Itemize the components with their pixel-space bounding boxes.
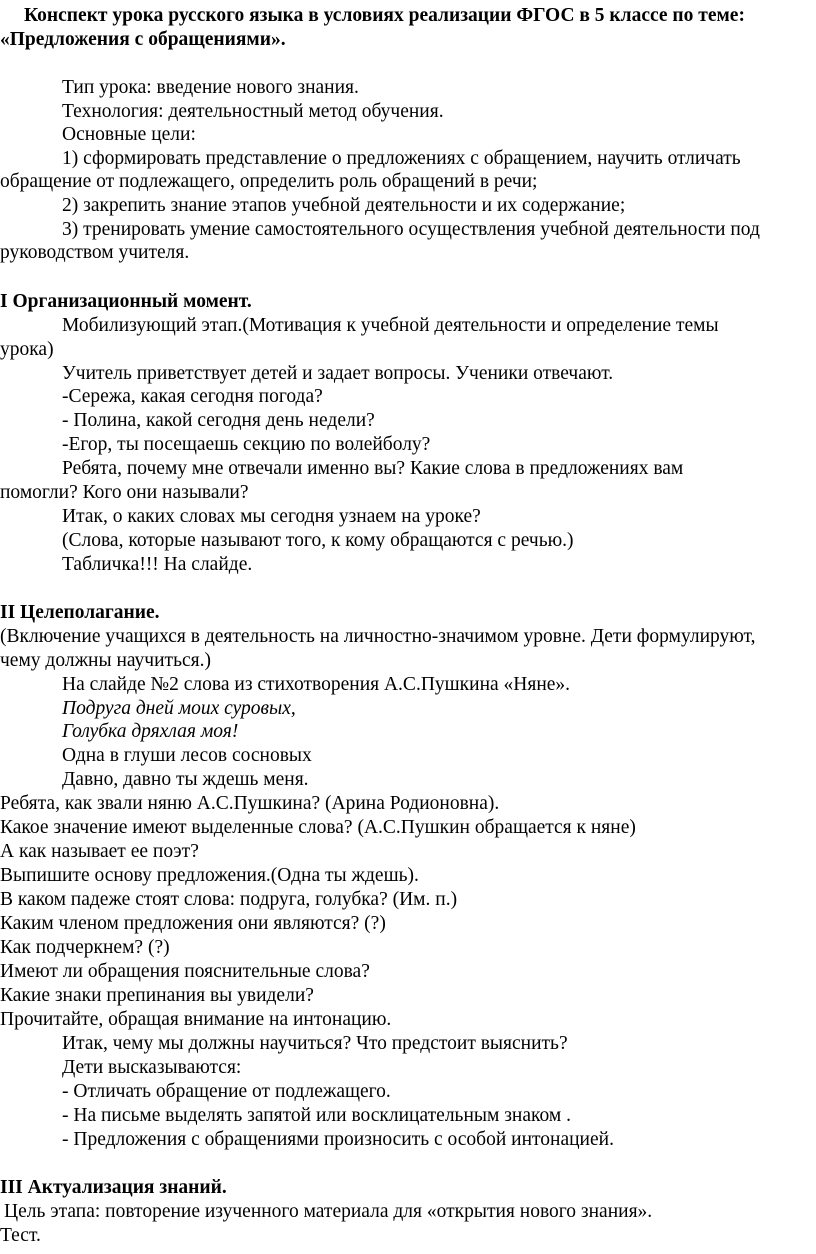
section-1-line: Ребята, почему мне отвечали именно вы? Какие слова в предложениях вам: [62, 458, 684, 479]
section-3-line: Цель этапа: повторение изученного материала для «открытия нового знания».: [4, 1201, 653, 1222]
summary-line: - Предложения с обращениями произносить с особой интонацией.: [62, 1129, 614, 1150]
section-2-heading: II Целеполагание.: [0, 602, 160, 623]
question-line: В каком падеже стоят слова: подруга, голубка? (Им. п.): [0, 889, 458, 910]
section-1-line: Учитель приветствует детей и задает вопросы. Ученики отвечают.: [62, 363, 614, 384]
summary-line: Итак, чему мы должны научиться? Что предстоит выяснить?: [62, 1033, 568, 1054]
section-1-line: (Слова, которые называют того, к кому обращаются с речью.): [62, 530, 574, 551]
section-1-line: -Егор, ты посещаешь секцию по волейболу?: [62, 434, 431, 455]
question-line: Имеют ли обращения пояснительные слова?: [0, 961, 370, 982]
section-1-line: - Полина, какой сегодня день недели?: [62, 410, 375, 431]
poem-line: Подруга дней моих суровых,: [62, 698, 296, 719]
goals-label: Основные цели:: [62, 124, 196, 145]
poem-line: Одна в глуши лесов сосновых: [62, 745, 312, 766]
question-line: А как называет ее поэт?: [0, 841, 199, 862]
section-3-heading: III Актуализация знаний.: [0, 1177, 227, 1198]
poem-line: Голубка дряхлая моя!: [62, 721, 239, 742]
section-2-line: (Включение учащихся в деятельность на личностно-значимом уровне. Дети формулируют,: [0, 626, 756, 647]
goal-3-line-2: руководством учителя.: [0, 242, 190, 263]
question-line: Выпишите основу предложения.(Одна ты ждешь).: [0, 865, 419, 886]
section-1-line: Итак, о каких словах мы сегодня узнаем на уроке?: [62, 506, 481, 527]
question-line: Какие знаки препинания вы увидели?: [0, 985, 314, 1006]
question-line: Ребята, как звали няню А.С.Пушкина? (Арина Родионовна).: [0, 793, 500, 814]
section-1-line: урока): [0, 339, 54, 360]
goal-3-line-1: 3) тренировать умение самостоятельного осуществления учебной деятельности под: [62, 219, 760, 240]
question-line: Как подчеркнем? (?): [0, 937, 170, 958]
question-line: Каким членом предложения они являются? (?): [0, 913, 386, 934]
goal-2: 2) закрепить знание этапов учебной деятельности и их содержание;: [62, 195, 626, 216]
section-1-heading: I Организационный момент.: [0, 291, 252, 312]
section-1-line: Табличка!!! На слайде.: [62, 554, 253, 575]
summary-line: - На письме выделять запятой или восклицательным знаком .: [62, 1105, 571, 1126]
technology: Технология: деятельностный метод обучения.: [62, 101, 444, 122]
summary-line: Дети высказываются:: [62, 1057, 242, 1078]
section-2-line: На слайде №2 слова из стихотворения А.С.Пушкина «Няне».: [62, 674, 571, 695]
goal-1-line-1: 1) сформировать представление о предложениях с обращением, научить отличать: [62, 148, 741, 169]
question-line: Прочитайте, обращая внимание на интонацию.: [0, 1009, 392, 1030]
section-3-line: Тест.: [0, 1225, 41, 1246]
question-line: Какое значение имеют выделенные слова? (А.С.Пушкин обращается к няне): [0, 817, 636, 838]
section-1-line: -Сережа, какая сегодня погода?: [62, 386, 323, 407]
summary-line: - Отличать обращение от подлежащего.: [62, 1081, 391, 1102]
section-2-line: чему должны научиться.): [0, 650, 211, 671]
poem-line: Давно, давно ты ждешь меня.: [62, 769, 309, 790]
section-1-line: помогли? Кого они называли?: [0, 482, 249, 503]
document-title-line-1: Конспект урока русского языка в условиях реализации ФГОС в 5 классе по теме:: [24, 5, 745, 26]
document-title-line-2: «Предложения с обращениями».: [0, 29, 286, 50]
section-1-line: Мобилизующий этап.(Мотивация к учебной деятельности и определение темы: [62, 315, 719, 336]
lesson-type: Тип урока: введение нового знания.: [62, 77, 359, 98]
goal-1-line-2: обращение от подлежащего, определить роль обращений в речи;: [0, 171, 538, 192]
